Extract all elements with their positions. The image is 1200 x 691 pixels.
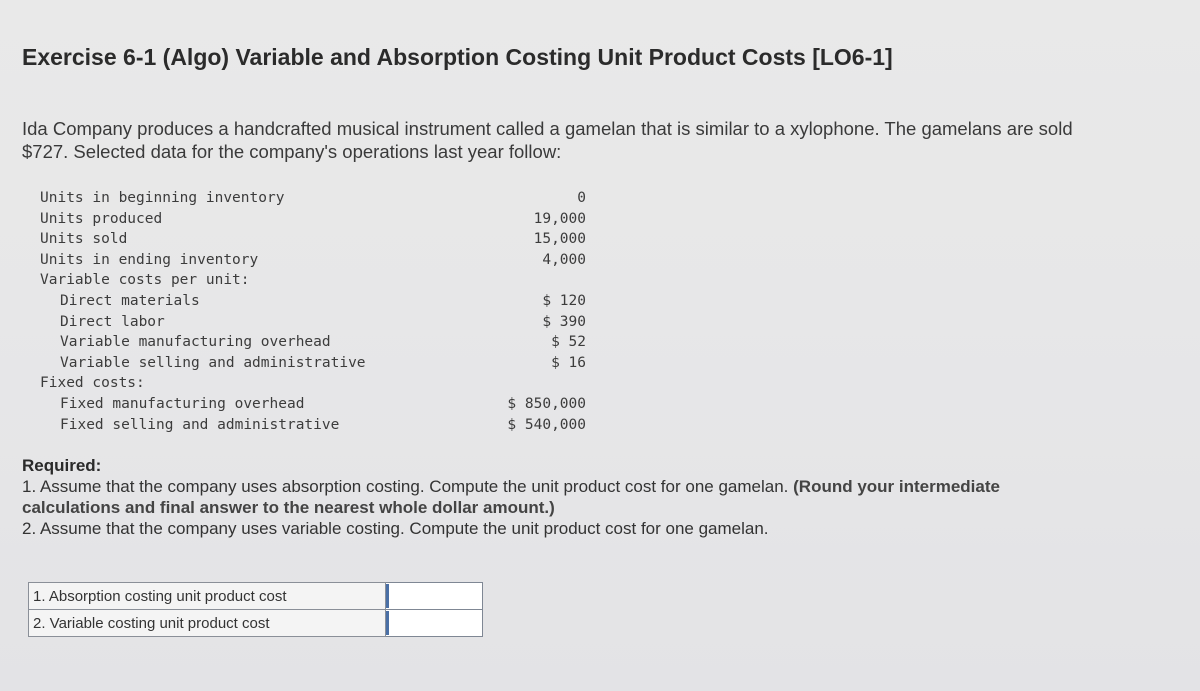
row-label: Units in beginning inventory [40,190,285,206]
row-label: Fixed manufacturing overhead [60,395,305,412]
row-direct-labor [40,312,600,333]
intro-line-1: Ida Company produces a handcrafted musical instrument called a gamelan that is similar to a xylophone. The gamelans are sold [22,118,1073,139]
row-units-sold [40,229,600,250]
row-value: 15,000 [533,231,586,248]
rounding-note-a: (Round your intermediate [793,477,1000,496]
row-value: $ 540,000 [507,416,586,433]
answer-row-absorption [29,583,483,610]
required-section [22,455,1200,539]
row-fixed-selling-admin [40,415,600,436]
row-value: 4,000 [542,251,586,268]
row-value: 0 [577,190,586,206]
exercise-title: Exercise 6-1 (Algo) Variable and Absorption Costing Unit Product Costs [LO6-1] [22,44,893,70]
answer-cell [386,610,483,637]
row-value: 19,000 [533,210,586,227]
row-value: $ 52 [551,334,586,351]
row-label: Units in ending inventory [40,251,259,268]
row-label: Fixed selling and administrative [60,416,340,433]
row-label: Direct labor [60,313,165,330]
section-label: Variable costs per unit: [40,272,250,289]
row-label: Variable manufacturing overhead [60,334,331,351]
row-variable-costs-header [40,270,600,291]
row-value: $ 16 [551,354,586,371]
variable-cost-input[interactable] [386,611,482,635]
problem-intro [22,117,1200,163]
required-item-1 [22,476,1200,497]
row-fixed-mfg-overhead [40,394,600,415]
answer-table [28,582,483,637]
row-variable-selling-admin [40,353,600,374]
rounding-note-b: calculations and final answer to the nearest whole dollar amount.) [22,498,555,517]
required-heading: Required: [22,456,102,475]
section-label: Fixed costs: [40,375,145,392]
row-units-produced [40,209,600,230]
row-value: $ 120 [542,292,586,309]
required-item-1-text: 1. Assume that the company uses absorption costing. Compute the unit product cost for one gamelan. [22,477,789,496]
row-label: Variable selling and administrative [60,354,366,371]
answer-label: 2. Variable costing unit product cost [29,610,386,637]
row-variable-mfg-overhead [40,332,600,353]
row-label: Units sold [40,231,128,248]
answer-cell [386,583,483,610]
answer-label: 1. Absorption costing unit product cost [29,583,386,610]
row-value: $ 850,000 [507,395,586,412]
row-beginning-inventory [40,188,600,209]
data-table [40,188,600,435]
row-value: $ 390 [542,313,586,330]
answer-row-variable [29,610,483,637]
absorption-cost-input[interactable] [386,584,482,608]
required-item-2: 2. Assume that the company uses variable costing. Compute the unit product cost for one gamelan. [22,519,769,538]
row-direct-materials [40,291,600,312]
row-label: Units produced [40,210,163,227]
row-label: Direct materials [60,292,200,309]
row-fixed-costs-header [40,373,600,394]
intro-line-2: $727. Selected data for the company's operations last year follow: [22,141,562,162]
row-ending-inventory [40,250,600,271]
